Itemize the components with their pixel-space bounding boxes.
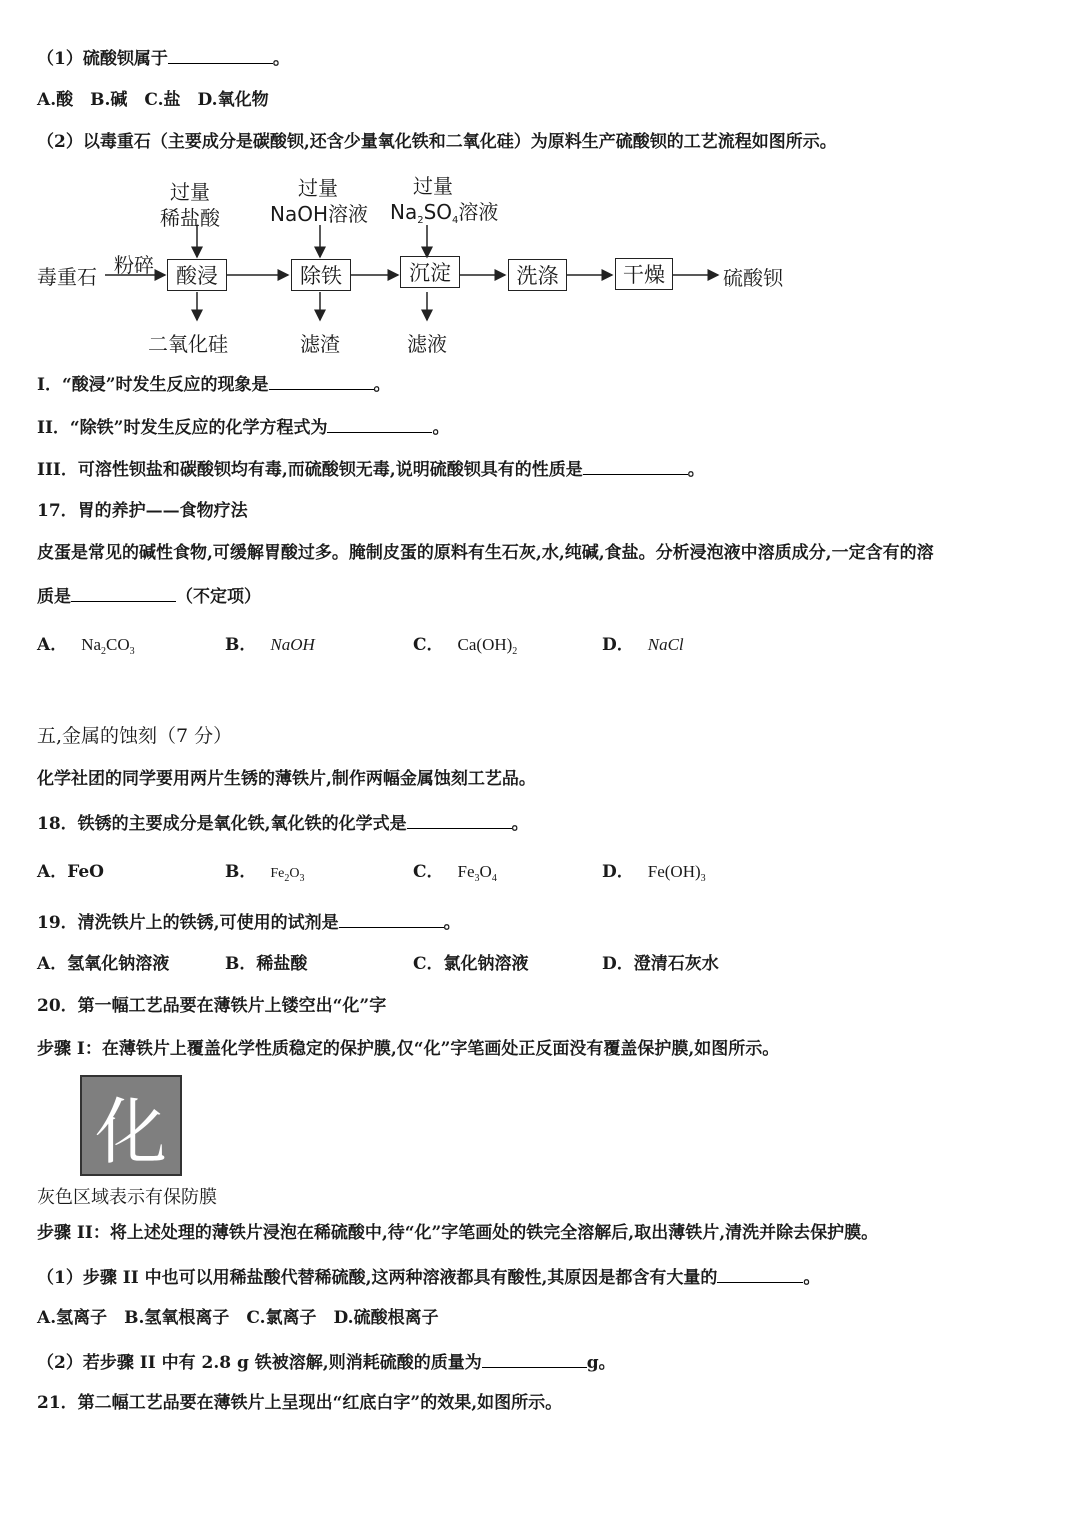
- step-wash: 洗涤: [508, 259, 567, 291]
- input-naoh-line2: NaOH溶液: [270, 202, 368, 226]
- q18-option-a[interactable]: A．FeO: [37, 862, 104, 882]
- q18-option-c[interactable]: C． $Fe_3O_4$: [413, 862, 497, 884]
- q20-part1-options: A.氢离子 B.氢氧根离子 C.氯离子 D.硫酸根离子: [37, 1308, 439, 1328]
- process-flow-diagram: [30, 165, 810, 365]
- answer-blank[interactable]: [269, 371, 374, 390]
- q17-text2: 质是 （不定项）: [37, 583, 261, 609]
- q20-part1: （1）步骤 II 中也可以用稀盐酸代替稀硫酸,这两种溶液都具有酸性,其原因是都含有大量的 。: [37, 1264, 820, 1290]
- q19-option-a[interactable]: A．氢氧化钠溶液: [37, 954, 170, 974]
- input-na2so4-line1: 过量: [413, 174, 453, 198]
- q19-option-d[interactable]: D．澄清石灰水: [602, 954, 719, 974]
- q18-option-b[interactable]: B． $Fe_2O_3$: [225, 862, 305, 884]
- q17-option-b[interactable]: B． NaOH: [225, 635, 315, 655]
- step-remove-iron: 除铁: [291, 259, 351, 291]
- input-na2so4-line2: $Na_2SO_4$溶液: [390, 200, 499, 226]
- input-acid-line1: 过量: [170, 180, 210, 204]
- q16-part1-options: A.酸 B.碱 C.盐 D.氧化物: [37, 90, 269, 110]
- q17-option-a[interactable]: A． $Na_2CO_3$: [37, 635, 135, 657]
- q19-question: 19．清洗铁片上的铁锈,可使用的试剂是 。: [37, 909, 461, 935]
- figure-caption: 灰色区域表示有保防膜: [37, 1187, 217, 1208]
- step-dry: 干燥: [615, 258, 673, 290]
- answer-blank[interactable]: [327, 414, 432, 433]
- answer-blank[interactable]: [339, 909, 444, 928]
- q16-I: I．“酸浸”时发生反应的现象是 。: [37, 371, 391, 397]
- q19-option-b[interactable]: B．稀盐酸: [225, 954, 308, 974]
- answer-blank[interactable]: [583, 456, 688, 475]
- step-acid-leach: 酸浸: [167, 259, 227, 291]
- hua-figure: [80, 1075, 182, 1176]
- q20-part2: （2）若步骤 II 中有 2.8 g 铁被溶解,则消耗硫酸的质量为 g。: [37, 1349, 616, 1375]
- flow-end: 硫酸钡: [723, 266, 783, 290]
- q17-option-c[interactable]: C． $Ca(OH)_2$: [413, 635, 518, 657]
- q16-II: II．“除铁”时发生反应的化学方程式为 。: [37, 414, 449, 440]
- output-sio2: 二氧化硅: [148, 332, 228, 356]
- q16-part2: （2）以毒重石（主要成分是碳酸钡,还含少量氧化铁和二氧化硅）为原料生产硫酸钡的工艺流程如图所示。: [37, 132, 837, 152]
- q20-title: 20．第一幅工艺品要在薄铁片上镂空出“化”字: [37, 996, 387, 1016]
- q18-option-d[interactable]: D． $Fe(OH)_3$: [602, 862, 706, 884]
- q20-step1: 步骤 I：在薄铁片上覆盖化学性质稳定的保护膜,仅“化”字笔画处正反面没有覆盖保护膜,如图所示。: [37, 1039, 780, 1059]
- section5-intro: 化学社团的同学要用两片生锈的薄铁片,制作两幅金属蚀刻工艺品。: [37, 769, 536, 789]
- answer-blank[interactable]: [407, 810, 512, 829]
- q16-III: III．可溶性钡盐和碳酸钡均有毒,而硫酸钡无毒,说明硫酸钡具有的性质是 。: [37, 456, 705, 482]
- q17-option-d[interactable]: D． NaCl: [602, 635, 684, 655]
- q19-option-c[interactable]: C．氯化钠溶液: [413, 954, 529, 974]
- q16-part1: （1）硫酸钡属于 。: [37, 45, 290, 71]
- hua-character: 化: [94, 1089, 167, 1174]
- q17-title: 17．胃的养护——食物疗法: [37, 501, 248, 521]
- answer-blank[interactable]: [717, 1264, 803, 1283]
- q17-text1: 皮蛋是常见的碱性食物,可缓解胃酸过多。腌制皮蛋的原料有生石灰,水,纯碱,食盐。分析浸泡液中溶质成分,一定含有的溶: [37, 543, 934, 563]
- flow-crush-label: 粉碎: [114, 253, 154, 277]
- q21-text: 21．第二幅工艺品要在薄铁片上呈现出“红底白字”的效果,如图所示。: [37, 1393, 563, 1413]
- flow-start: 毒重石: [37, 265, 97, 289]
- output-filtrate: 滤液: [407, 332, 447, 356]
- answer-blank[interactable]: [71, 583, 176, 602]
- q18-question: 18．铁锈的主要成分是氧化铁,氧化铁的化学式是 。: [37, 810, 529, 836]
- output-residue: 滤渣: [300, 332, 340, 356]
- input-naoh-line1: 过量: [298, 176, 338, 200]
- q20-step2: 步骤 II：将上述处理的薄铁片浸泡在稀硫酸中,待“化”字笔画处的铁完全溶解后,取出薄铁片,清洗并除去保护膜。: [37, 1223, 879, 1243]
- answer-blank[interactable]: [482, 1349, 587, 1368]
- input-acid-line2: 稀盐酸: [160, 206, 220, 230]
- section5-title: 五,金属的蚀刻（7 分）: [37, 725, 233, 747]
- step-precipitate: 沉淀: [400, 256, 460, 288]
- answer-blank[interactable]: [168, 45, 273, 64]
